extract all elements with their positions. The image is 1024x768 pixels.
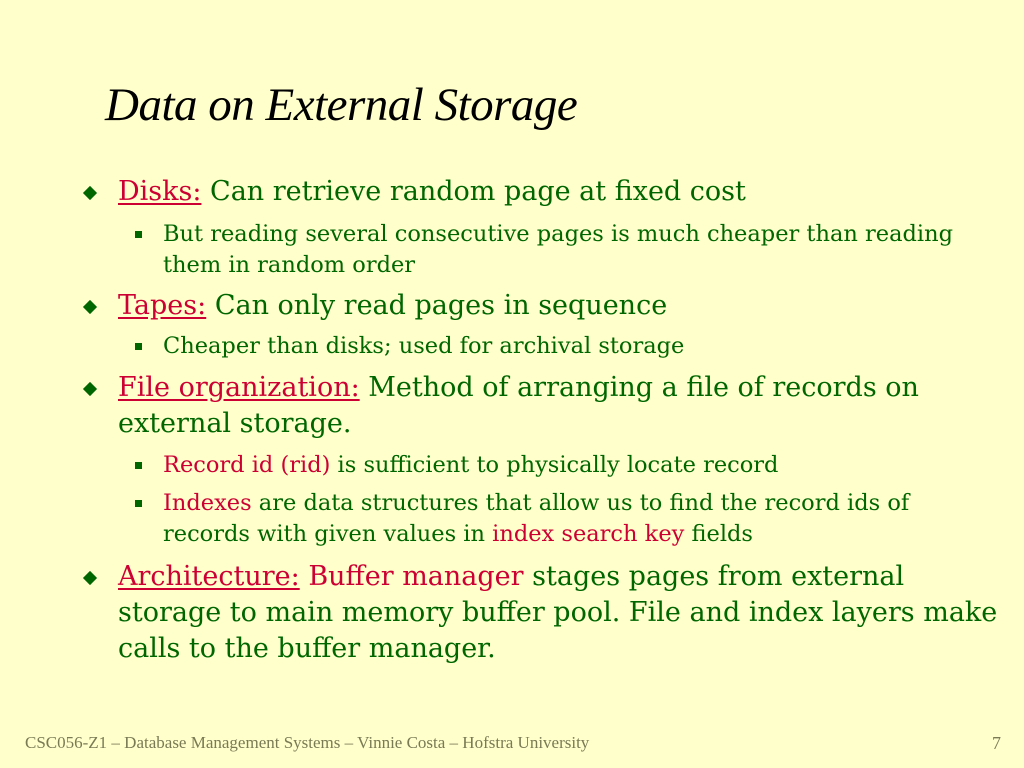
square-bullet-icon xyxy=(135,343,142,350)
bullet-file-organization-text: Method of arranging a file of records on external storage. xyxy=(118,372,919,439)
term-buffer-manager: Buffer manager xyxy=(308,561,524,592)
sub-bullet-tapes-text: Cheaper than disks; used for archival storage xyxy=(163,333,685,359)
bullet-tapes-text: Can only read pages in sequence xyxy=(206,290,668,321)
term-index-search-key: index search key xyxy=(492,521,685,547)
sub-bullet-tapes xyxy=(163,331,973,362)
sub-bullet-indexes xyxy=(163,488,973,550)
sub-bullet-indexes-text-b: fields xyxy=(684,521,753,547)
term-record-id: Record id (rid) xyxy=(163,452,331,478)
sub-bullet-record-id xyxy=(163,450,973,481)
slide-footer: CSC056-Z1 – Database Management Systems – Vinnie Costa – Hofstra University xyxy=(25,733,590,752)
term-tapes: Tapes: xyxy=(118,290,207,321)
bullet-file-organization xyxy=(118,370,998,442)
term-disks: Disks: xyxy=(118,176,202,207)
bullet-disks xyxy=(118,174,998,210)
term-architecture: Architecture: xyxy=(118,561,300,592)
diamond-bullet-icon xyxy=(82,299,97,314)
sub-bullet-record-id-text: is sufficient to physically locate record xyxy=(330,452,779,478)
square-bullet-icon xyxy=(135,462,142,469)
square-bullet-icon xyxy=(135,500,142,507)
term-file-organization: File organization: xyxy=(118,372,360,403)
bullet-disks-text: Can retrieve random page at fixed cost xyxy=(201,176,746,207)
page-number: 7 xyxy=(992,733,1001,753)
term-indexes: Indexes xyxy=(163,490,252,516)
bullet-architecture xyxy=(118,559,998,667)
diamond-bullet-icon xyxy=(82,381,97,396)
slide-title: Data on External Storage xyxy=(105,79,578,131)
sub-bullet-disks-text: But reading several consecutive pages is much cheaper than reading them in random order xyxy=(163,221,953,278)
sub-bullet-indexes-text-a: are data structures that allow us to find the record ids of records with given values in xyxy=(163,490,910,547)
bullet-tapes xyxy=(118,288,998,324)
diamond-bullet-icon xyxy=(82,185,97,200)
diamond-bullet-icon xyxy=(82,570,97,585)
square-bullet-icon xyxy=(135,231,142,238)
sub-bullet-disks xyxy=(163,219,973,281)
bullet-architecture-text: stages pages from external storage to main memory buffer pool. File and index layers make calls to the buffer manager. xyxy=(118,561,998,664)
